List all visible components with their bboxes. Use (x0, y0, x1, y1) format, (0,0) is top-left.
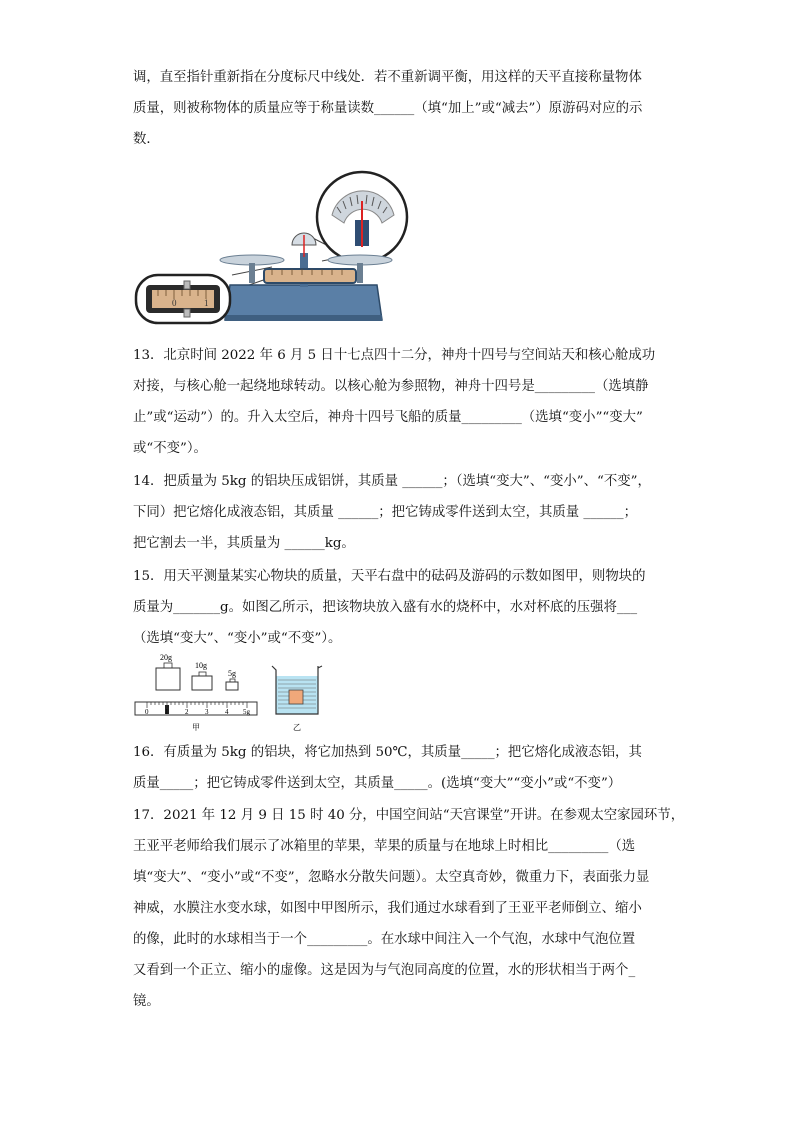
q16-line: 质量_____；把它铸成零件送到太空，其质量_____。(选填“变大”“变小”或“不变”） (133, 776, 622, 791)
intro-line: 质量，则被称物体的质量应等于称量读数______（填“加上”或“减去”）原游码对应的示 (133, 101, 643, 116)
q15-line: 质量为_______g。如图乙所示，把该物块放入盛有水的烧杯中，水对杯底的压强将___ (133, 600, 638, 615)
question-13 (133, 340, 663, 464)
ruler-tick-label: 4 (225, 708, 229, 716)
question-17 (133, 800, 685, 1017)
ruler-tick-label: 2 (185, 708, 189, 716)
scale-base (225, 285, 382, 320)
beam-tick-label: 1 (204, 298, 209, 308)
weight-10g (192, 676, 212, 690)
q17-line: 神威，水膜注水变水球，如图中甲图所示，我们通过水球看到了王亚平老师倒立、缩小 (133, 901, 642, 916)
q13-line: 或“不变”）。 (133, 441, 207, 456)
balance-scale-figure (132, 165, 422, 327)
q17-line: 又看到一个正立、缩小的虚像。这是因为与气泡同高度的位置，水的形状相当于两个_ (133, 963, 636, 978)
weight-label-20g: 20g (160, 653, 172, 662)
q13-line: 对接，与核心舱一起绕地球转动。以核心舱为参照物，神舟十四号是_________（选填静 (133, 379, 649, 394)
intro-line: 调，直至指针重新指在分度标尺中线处．若不重新调平衡，用这样的天平直接称量物体 (133, 70, 642, 85)
beam-tick-label: 0 (172, 298, 177, 308)
q15-line: 15．用天平测量某实心物块的质量，天平右盘中的砝码及游码的示数如图甲，则物块的 (133, 569, 646, 584)
balance-scale-illustration (132, 165, 422, 327)
q13-line: 止”或“运动”）的。升入太空后，神舟十四号飞船的质量_________（选填“变小”“变大” (133, 410, 643, 425)
weight-label-5g: 5g (228, 669, 236, 678)
q16-line: 16．有质量为 5kg 的铝块，将它加热到 50℃，其质量_____；把它熔化成液态铝，其 (133, 745, 642, 760)
q14-line: 把它割去一半，其质量为 ______kg。 (133, 536, 355, 551)
weight-5g (226, 682, 238, 690)
weights-beaker-figure (132, 650, 332, 732)
q17-line: 17．2021 年 12 月 9 日 15 时 40 分，中国空间站“天宫课堂”开讲。在参观太空家园环节， (133, 808, 685, 823)
question-14 (133, 466, 663, 559)
q17-line: 填“变大”、“变小”或“不变”，忽略水分散失问题）。太空真奇妙，微重力下，表面张力显 (133, 870, 650, 885)
intro-paragraph (133, 62, 663, 155)
q15-line: （选填“变大”、“变小”或“不变”）。 (133, 631, 342, 646)
weights-beaker-illustration (132, 650, 332, 732)
ruler-tick-label: 5g (243, 708, 250, 716)
q14-line: 下同）把它熔化成液态铝，其质量 ______；把它铸成零件送到太空，其质量 ______； (133, 505, 637, 520)
weight-label-10g: 10g (195, 661, 207, 670)
q17-line: 王亚平老师给我们展示了冰箱里的苹果，苹果的质量与在地球上时相比_________（选 (133, 839, 636, 854)
q14-line: 14．把质量为 5kg 的铝块压成铝饼，其质量 ______；（选填“变大”、“变小”、“不变”， (133, 474, 651, 489)
ruler-tick-label: 1 (165, 708, 169, 716)
weight-20g (156, 668, 180, 690)
intro-line: 数． (133, 132, 160, 147)
ruler-tick-label: 0 (145, 708, 149, 716)
q17-line: 镜。 (133, 994, 160, 1009)
q17-line: 的像，此时的水球相当于一个_________。在水球中间注入一个气泡，水球中气泡位置 (133, 932, 636, 947)
ruler-tick-label: 3 (205, 708, 209, 716)
q13-line: 13．北京时间 2022 年 6 月 5 日十七点四十二分，神舟十四号与空间站天和核心舱成功 (133, 348, 656, 363)
question-16 (133, 737, 663, 799)
question-15 (133, 561, 663, 654)
submerged-block (289, 690, 303, 704)
caption-jia: 甲 (192, 723, 200, 732)
caption-yi: 乙 (293, 723, 301, 732)
